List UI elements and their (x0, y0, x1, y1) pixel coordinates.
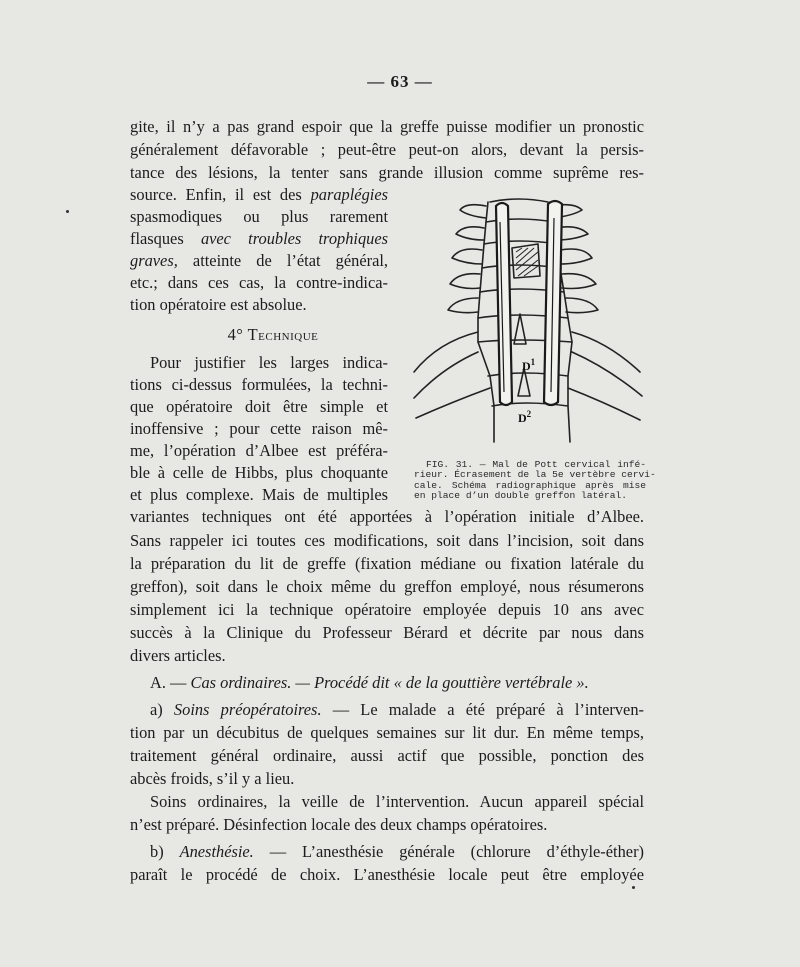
label-d1: $D^1$ (522, 357, 536, 373)
italic-run: graves, (130, 251, 178, 270)
paragraph-line: et plus complexe. Mais de multiples (130, 485, 388, 504)
print-mark (66, 210, 69, 213)
caption-line: cale. Schéma radiographique après mise (414, 479, 646, 491)
paragraph-line: divers articles. (130, 646, 226, 665)
paragraph-line: greffon), soit dans le choix même du greffon employé, nous résumerons (130, 577, 644, 596)
paragraph-line: succès à la Clinique du Professeur Bérard et décrite par nous dans (130, 623, 644, 642)
paragraph-line: la préparation du lit de greffe (fixation médiane ou fixation latérale du (130, 554, 644, 573)
italic-run: Cas ordinaires. — Procédé dit « de la gouttière vertébrale ». (190, 673, 589, 692)
italic-run: paraplégies (310, 185, 388, 204)
text-run: A. — (150, 673, 191, 692)
paragraph-line: tion opératoire est absolue. (130, 295, 307, 314)
paragraph-line: abcès froids, s’il y a lieu. (130, 769, 295, 788)
paragraph-line: généralement défavorable ; peut-être peut-on alors, devant la persis- (130, 140, 644, 159)
paragraph-line: tance des lésions, la tenter sans grande illusion comme suprême res- (130, 163, 644, 182)
caption-line: FIG. 31. — Mal de Pott cervical infé- (426, 459, 646, 470)
paragraph-line: etc.; dans ces cas, la contre-indica- (130, 273, 388, 292)
text-run: b) (150, 842, 180, 861)
paragraph-line: traitement général ordinaire, aussi actif que possible, ponction des (130, 746, 644, 765)
section-heading: 4° Technique (227, 325, 319, 344)
italic-run: avec troubles trophiques (200, 229, 389, 248)
paragraph-line: tion par un décubitus de quelques semaines sur lit dur. En même temps, (130, 723, 644, 742)
figure-caption (414, 459, 656, 502)
text-run: — L’anesthésie générale (chlorure d’éthyle-éther) (253, 842, 644, 861)
paragraph-line: Soins ordinaires, la veille de l’intervention. Aucun appareil spécial (150, 792, 644, 811)
label-d2: $D^2$ (518, 409, 532, 425)
paragraph-line: n’est préparé. Désinfection locale des deux champs opératoires. (130, 815, 548, 834)
paragraph-line: paraît le procédé de choix. L’anesthésie locale peut être employée (130, 865, 644, 884)
text-run: flasques (130, 229, 201, 248)
paragraph-line (150, 841, 644, 863)
paragraph-line (130, 228, 388, 250)
paragraph-line (130, 250, 388, 272)
paragraph-line: gite, il n’y a pas grand espoir que la greffe puisse modifier un pronostic (130, 117, 644, 136)
text-run: — Le malade a été préparé à l’interven- (321, 700, 644, 719)
text-run: source. Enfin, il est des (130, 185, 311, 204)
section-a-heading (150, 672, 589, 694)
print-mark (632, 886, 635, 889)
italic-run: Soins préopératoires. (173, 700, 322, 719)
italic-run: Anesthésie. (179, 842, 254, 861)
text-run: atteinte de l’état général, (177, 251, 388, 270)
spine-graft-figure (408, 192, 648, 458)
paragraph-line: variantes techniques ont été apportées à l’opération initiale d’Albee. (130, 507, 644, 526)
page-number: — 63 — (367, 72, 433, 91)
paragraph-line: me, l’opération d’Albee est préféra- (130, 441, 388, 460)
paragraph-line: spasmodiques ou plus rarement (130, 207, 388, 226)
paragraph-line: simplement ici la technique opératoire employée depuis 10 ans avec (130, 600, 644, 619)
paragraph-line: inoffensive ; pour cette raison mê- (130, 419, 388, 438)
paragraph-line: que opératoire doit être simple et (130, 397, 388, 416)
paragraph-line (130, 184, 388, 206)
paragraph-line: Pour justifier les larges indica- (150, 353, 388, 372)
caption-line: rieur. Écrasement de la 5e vertèbre cervi- (414, 469, 656, 481)
paragraph-line (150, 699, 644, 721)
paragraph-line: tions ci-dessus formulées, la techni- (130, 375, 388, 394)
text-run: a) (150, 700, 174, 719)
paragraph-line: ble à celle de Hibbs, plus choquante (130, 463, 388, 482)
paragraph-line: Sans rappeler ici toutes ces modifications, soit dans l’incision, soit dans (130, 531, 644, 550)
caption-line: en place d’un double greffon latéral. (414, 490, 628, 502)
